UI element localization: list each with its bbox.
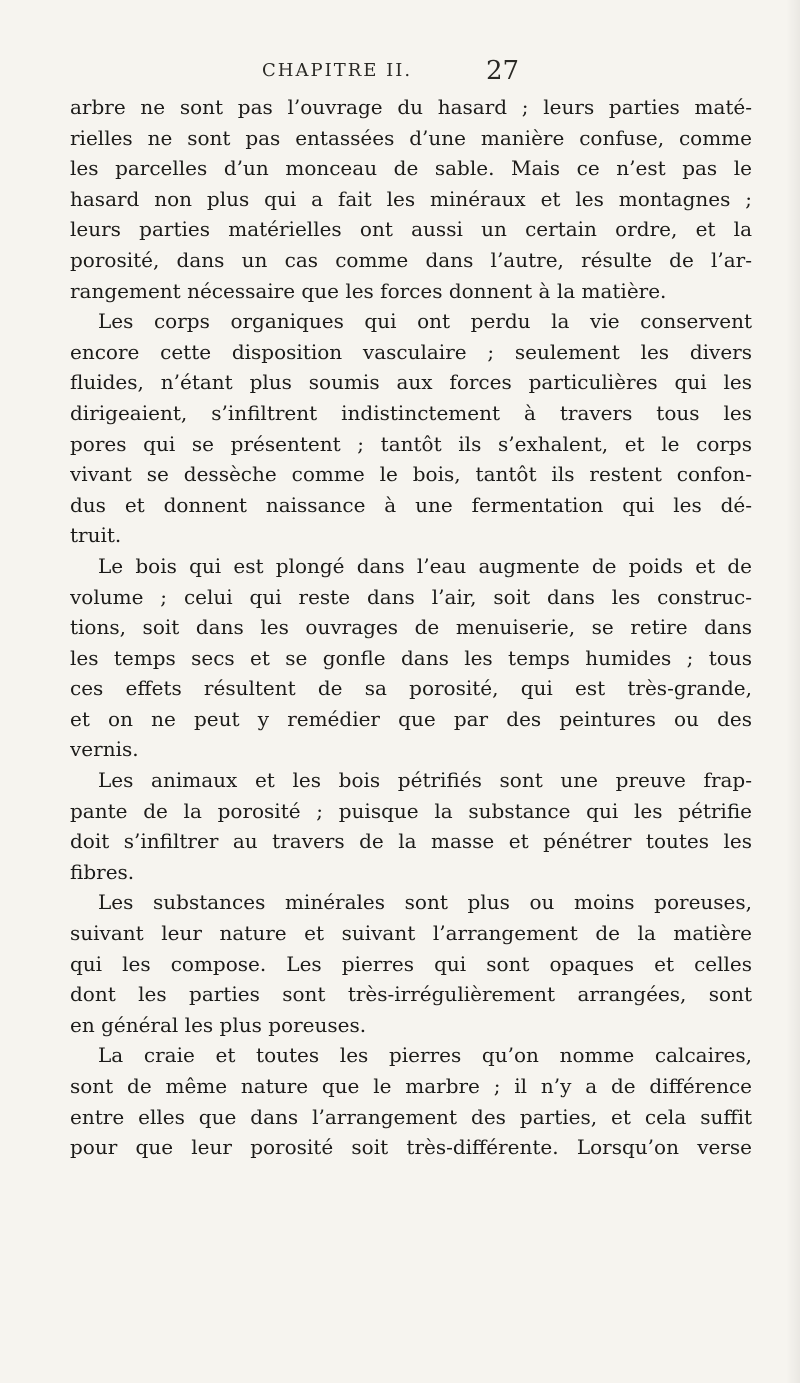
page-header bbox=[0, 56, 800, 90]
text-line: fibres. bbox=[70, 859, 135, 884]
text-line: tions, soit dans les ouvrages de menuiserie, se retire dans bbox=[70, 615, 752, 640]
text-line: Le bois qui est plongé dans l’eau augmente de poids et de bbox=[98, 553, 752, 578]
running-title: CHAPITRE II. bbox=[262, 60, 413, 81]
text-line: Les animaux et les bois pétrifiés sont une preuve frap- bbox=[98, 768, 752, 793]
text-line: La craie et toutes les pierres qu’on nomme calcaires, bbox=[98, 1043, 752, 1068]
text-line: vivant se dessèche comme le bois, tantôt ils restent confon- bbox=[70, 462, 752, 487]
text-line: dirigeaient, s’infiltrent indistinctement à travers tous les bbox=[70, 400, 752, 425]
text-line: truit. bbox=[70, 523, 122, 548]
text-line: vernis. bbox=[70, 737, 139, 762]
text-line: doit s’infiltrer au travers de la masse et pénétrer toutes les bbox=[70, 829, 752, 854]
text-line: entre elles que dans l’arrangement des parties, et cela suffit bbox=[70, 1104, 752, 1129]
page-number: 27 bbox=[486, 56, 520, 86]
text-line: rangement nécessaire que les forces donnent à la matière. bbox=[70, 278, 667, 303]
text-line: volume ; celui qui reste dans l’air, soit dans les construc- bbox=[70, 584, 752, 609]
text-line: pour que leur porosité soit très-différente. Lorsqu’on verse bbox=[70, 1135, 752, 1160]
text-line: sont de même nature que le marbre ; il n’y a de différence bbox=[70, 1074, 752, 1098]
text-line: encore cette disposition vasculaire ; seulement les divers bbox=[70, 339, 752, 364]
text-line: rielles ne sont pas entassées d’une manière confuse, comme bbox=[70, 125, 752, 150]
text-line: pante de la porosité ; puisque la substance qui les pétrifie bbox=[70, 798, 752, 823]
text-line: fluides, n’étant plus soumis aux forces particulières qui les bbox=[70, 370, 752, 395]
text-line: les parcelles d’un monceau de sable. Mais ce n’est pas le bbox=[70, 156, 752, 181]
text-line: hasard non plus qui a fait les minéraux et les montagnes ; bbox=[70, 186, 752, 211]
text-line: arbre ne sont pas l’ouvrage du hasard ; leurs parties maté- bbox=[70, 95, 752, 119]
text-line: porosité, dans un cas comme dans l’autre, résulte de l’ar- bbox=[70, 247, 752, 272]
text-line: qui les compose. Les pierres qui sont opaques et celles bbox=[70, 951, 752, 976]
text-line: Les corps organiques qui ont perdu la vie conservent bbox=[98, 309, 752, 334]
text-line: pores qui se présentent ; tantôt ils s’exhalent, et le corps bbox=[70, 431, 752, 456]
text-line: ces effets résultent de sa porosité, qui est très-grande, bbox=[70, 676, 752, 701]
text-line: les temps secs et se gonfle dans les temps humides ; tous bbox=[70, 645, 752, 670]
body-text bbox=[70, 92, 752, 1163]
text-line: Les substances minérales sont plus ou moins poreuses, bbox=[98, 890, 752, 915]
text-line: et on ne peut y remédier que par des peintures ou des bbox=[70, 706, 752, 731]
text-line: dont les parties sont très-irrégulièrement arrangées, sont bbox=[70, 982, 752, 1007]
page-edge-shadow bbox=[786, 0, 800, 1383]
text-line: dus et donnent naissance à une fermentation qui les dé- bbox=[70, 492, 752, 517]
text-line: en général les plus poreuses. bbox=[70, 1012, 367, 1037]
text-line: leurs parties matérielles ont aussi un certain ordre, et la bbox=[70, 217, 752, 242]
text-line: suivant leur nature et suivant l’arrangement de la matière bbox=[70, 921, 752, 946]
